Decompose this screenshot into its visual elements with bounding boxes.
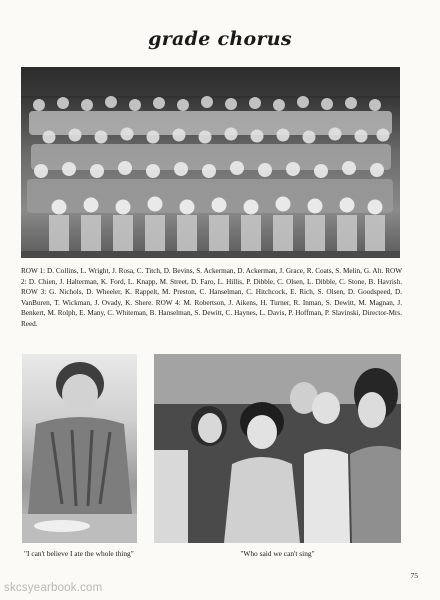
page-title: grade chorus (148, 28, 292, 50)
left-photo-caption: "I can't believe I ate the whole thing" (24, 549, 134, 558)
girls-singing-figures (154, 354, 401, 543)
site-watermark: skcsyearbook.com (4, 582, 103, 594)
boy-candid-photo (22, 354, 137, 543)
girls-singing-photo (154, 354, 401, 543)
group-photo-figures (21, 67, 400, 258)
page-number: 75 (410, 571, 418, 580)
boy-candid-figure (22, 354, 137, 543)
group-photo (21, 67, 400, 258)
roster-caption: ROW 1: D. Collins, L. Wright, J. Rosa, C. Titch, D. Bevins, S. Ackerman, D. Ackerman, J. Grace, R. Coats, S. Melin, G. Alt. ROW 2: D. Chien, J. Halterman, K. Ford, L. Knapp, M. Street, D. Faro, L. Hillis, P. Dibble, C. Olsen, L. Dibble, C. Stone, B. Havrish. ROW 3: G. Nichols, D. Wheeler, K. Rappelt, M. Preston, C. Hanselman, C. Hitchcock, E. Rich, S. Olsen, D. Goodspeed, D. VanBuren, T. Wickman, J. Ovady, K. Shere. ROW 4: M. Robertson, J. Aikens, H. Turner, R. Inman, S. Dewitt, M. Magnan, J. Benkert, M. Rolph, E. Many, C. Whiteman, B. Hanselman, S. Dewitt, C. Haynes, L. Davis, P. Hoffman, P. Slavinski, Director-Mrs. Reed. (21, 267, 402, 328)
right-photo-caption: "Who said we can't sing" (240, 549, 315, 558)
